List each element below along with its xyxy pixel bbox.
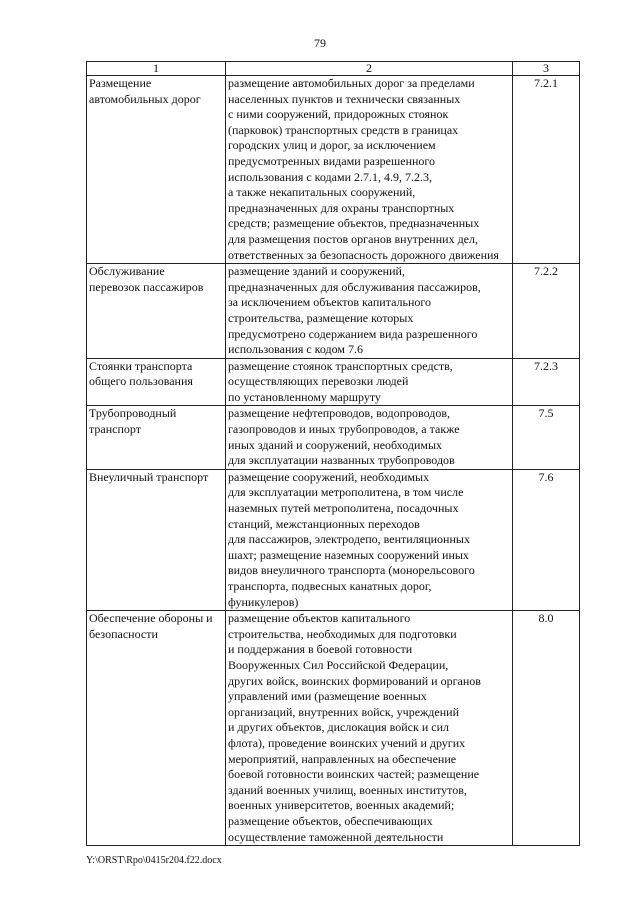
row-description-cell [226,264,513,359]
use-type-description: размещение зданий и сооружений, предназначенных для обслуживания пассажиров, за исключением объектов капитального строительства, размещение которых предусмотрено содержанием вида разрешенного использования с кодом 7.6 [228,264,481,357]
column-header-3: 3 [513,62,580,76]
table-row [87,469,580,610]
page-number: 79 [314,36,326,50]
use-type-code: 7.2.1 [534,76,558,90]
row-code-cell [513,611,580,846]
table-header-row [87,62,580,76]
use-type-name: Внеуличный транспорт [89,469,209,484]
use-type-name: Стоянки транспорта общего пользования [89,358,193,389]
row-code-cell [513,264,580,359]
use-type-description: размещение автомобильных дорог за пределами населенных пунктов и технически связанных с ними сооружений, придорожных стоянок (парковок) транспортных средств в границах городских улиц и дорог, за исключением предусмотренных видами разрешенного использования с кодами 2.7.1, 4.9, 7.2.3, а также некапитальных сооружений, предназначенных для охраны транспортных средств; размещение объектов, предназначенных для размещения постов органов внутренних дел, ответственных за безопасность дорожного движения [228,76,499,262]
table-row [87,264,580,359]
row-code-cell [513,358,580,406]
row-description-cell [226,611,513,846]
row-code-cell [513,76,580,264]
column-header-2: 2 [226,62,513,76]
row-name-cell [87,264,226,359]
row-name-cell [87,611,226,846]
row-name-cell [87,469,226,610]
use-type-code: 7.2.2 [534,264,558,279]
row-code-cell [513,406,580,469]
row-name-cell [87,406,226,469]
table-row [87,611,580,846]
row-description-cell [226,76,513,264]
use-type-name: Обслуживание перевозок пассажиров [89,264,204,294]
row-description-cell [226,469,513,610]
use-type-name: Размещение автомобильных дорог [89,76,201,106]
row-name-cell [87,76,226,264]
row-description-cell [226,406,513,469]
table-row [87,76,580,264]
table-row [87,406,580,469]
document-file-path: Y:\ORST\Rpo\0415r204.f22.docx [86,855,222,866]
use-type-description: размещение нефтепроводов, водопроводов, газопроводов и иных трубопроводов, а также иных зданий и сооружений, необходимых для эксплуатации названных трубопроводов [228,406,460,468]
use-type-description: размещение сооружений, необходимых для эксплуатации метрополитена, в том числе наземных путей метрополитена, посадочных станций, межстанционных переходов для пассажиров, электродепо, вентиляционных шахт; размещение наземных сооружений иных видов внеуличного транспорта (монорельсового транспорта, подвесных канатных дорог, фуникулеров) [228,469,475,609]
use-type-code: 7.2.3 [534,358,558,373]
use-type-code: 7.6 [538,469,554,484]
use-type-description: размещение стоянок транспортных средств, осуществляющих перевозки людей по установленному маршруту [228,358,453,404]
use-type-code: 8.0 [538,611,554,626]
table-row [87,358,580,406]
use-type-name: Обеспечение обороны и безопасности [89,611,213,641]
land-use-table [86,61,580,846]
use-type-code: 7.5 [538,406,554,421]
column-header-1: 1 [87,62,226,76]
row-code-cell [513,469,580,610]
use-type-name: Трубопроводный транспорт [89,406,177,437]
row-name-cell [87,358,226,406]
row-description-cell [226,358,513,406]
use-type-description: размещение объектов капитального строительства, необходимых для подготовки и поддержания в боевой готовности Вооруженных Сил Российской Федерации, других войск, воинских формирований и органов управлений ими (размещение военных организаций, внутренних войск, учреждений и других объектов, дислокация войск и сил флота), проведение воинских учений и других мероприятий, направленных на обеспечение боевой готовности воинских частей; размещение зданий военных училищ, военных институтов, военных университетов, военных академий; размещение объектов, обеспечивающих осуществление таможенной деятельности [228,611,481,844]
